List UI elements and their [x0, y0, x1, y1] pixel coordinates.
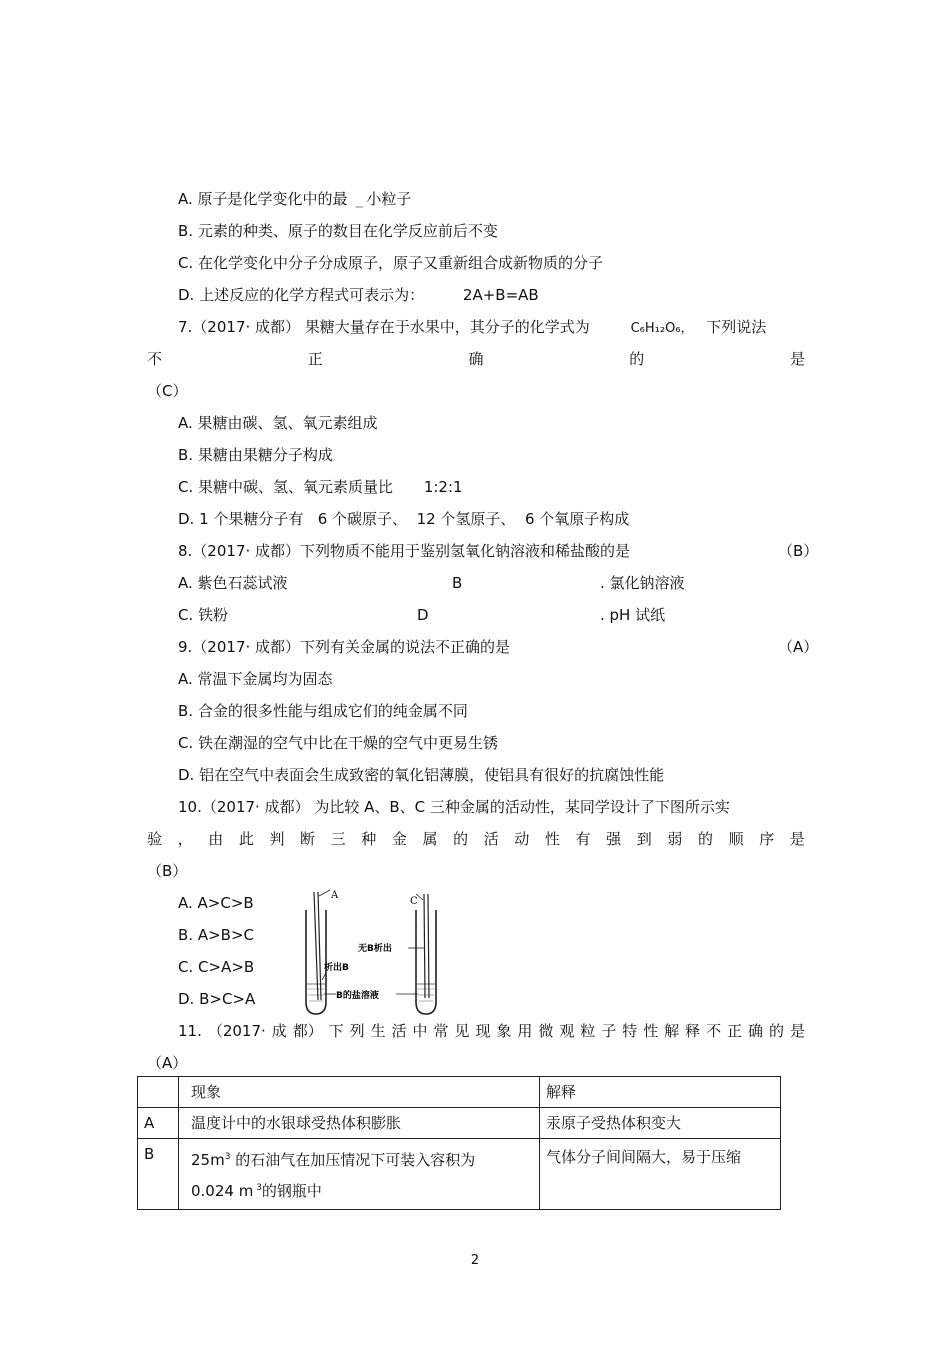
q9-option-b: B. 合金的很多性能与组成它们的纯金属不同 [178, 702, 468, 720]
table-cell: 温度计中的水银球受热体积膨胀 [179, 1108, 540, 1139]
label-c: C [410, 896, 418, 907]
q10-stem: 10.（2017· 成都） 为比较 A、B、C 三种金属的活动性，某同学设计了下图所示实 [178, 798, 730, 816]
q10-answer: （B） [147, 862, 188, 880]
table-cell: $25m^3$ 的石油气在加压情况下可装入容积为 0.024 m $^3$的钢瓶中 [179, 1139, 540, 1210]
label-b-solution: B的盐溶液 [336, 991, 379, 1001]
q7-option-d: D. 1 个果糖分子有 6 个碳原子、 12 个氢原子、 6 个氧原子构成 [178, 510, 630, 528]
q9-option-d: D. 铝在空气中表面会生成致密的氧化铝薄膜，使铝具有很好的抗腐蚀性能 [178, 766, 665, 784]
q7-stem-continued: 不 正 确 的 是 [147, 350, 805, 368]
q8-option-b-text: . 氯化钠溶液 [600, 574, 685, 592]
q9-stem: 9.（2017· 成都）下列有关金属的说法不正确的是 [178, 638, 511, 656]
q8-option-a: A. 紫色石蕊试液 [178, 574, 288, 592]
table-cell: 气体分子间间隔大，易于压缩 [540, 1139, 781, 1210]
table-cell: B [138, 1139, 179, 1210]
q10-option-d: D. B>C>A [178, 990, 256, 1008]
table-header-cell [138, 1077, 179, 1108]
q8-option-c: C. 铁粉 [178, 606, 229, 624]
q6-option-c: C. 在化学变化中分子分成原子，原子又重新组合成新物质的分子 [178, 254, 604, 272]
q6-option-a: A. 原子是化学变化中的最 _ 小粒子 [178, 190, 412, 208]
q8-stem: 8.（2017· 成都）下列物质不能用于鉴别氢氧化钠溶液和稀盐酸的是 [178, 542, 631, 560]
table-cell: 汞原子受热体积变大 [540, 1108, 781, 1139]
q6-option-d: D. 上述反应的化学方程式可表示为： 2A+B=AB [178, 286, 539, 304]
q7-option-a: A. 果糖由碳、氢、氧元素组成 [178, 414, 378, 432]
table-header-cell: 现象 [179, 1077, 540, 1108]
q11-table [137, 1076, 781, 1210]
q9-option-c: C. 铁在潮湿的空气中比在干燥的空气中更易生锈 [178, 734, 499, 752]
q8-answer: （B） [778, 542, 819, 560]
table-header-row [138, 1077, 781, 1108]
test-tube-figure [300, 888, 445, 1020]
q10-stem-continued: 验 ， 由 此 判 断 三 种 金 属 的 活 动 性 有 强 到 弱 的 顺 序 是 [147, 830, 805, 848]
q11-stem: 11. （2017· 成 都） 下 列 生 活 中 常 见 现 象 用 微 观 粒 子 特 性 解 释 不 正 确 的 是 [178, 1022, 805, 1040]
q9-option-a: A. 常温下金属均为固态 [178, 670, 333, 688]
label-a: A [331, 890, 339, 901]
metal-strip-c [416, 894, 429, 998]
label-no-b: 无B析出 [358, 944, 392, 954]
q7-option-c: C. 果糖中碳、氢、氧元素质量比 1:2:1 [178, 478, 463, 496]
right-test-tube [416, 910, 436, 1014]
table-row [138, 1139, 781, 1210]
q8-option-b-label: B [452, 574, 463, 592]
q7-stem: 7.（2017· 成都） 果糖大量存在于水果中，其分子的化学式为 C₆H₁₂O₆， 下列说法 [178, 318, 767, 336]
page-number: 2 [470, 1253, 480, 1268]
q11-answer: （A） [147, 1054, 188, 1072]
q9-answer: （A） [778, 638, 819, 656]
q6-option-b: B. 元素的种类、原子的数目在化学反应前后不变 [178, 222, 498, 240]
q10-option-c: C. C>A>B [178, 958, 255, 976]
table-cell: A [138, 1108, 179, 1139]
q7-option-b: B. 果糖由果糖分子构成 [178, 446, 333, 464]
metal-strip-a [314, 890, 330, 1000]
label-b-out: 析出B [324, 963, 349, 973]
q10-option-a: A. A>C>B [178, 894, 254, 912]
table-row [138, 1108, 781, 1139]
q7-answer: （C） [147, 382, 188, 400]
q8-option-d-text: . pH 试纸 [600, 606, 666, 624]
table-header-cell: 解释 [540, 1077, 781, 1108]
q8-option-d-label: D [417, 606, 429, 624]
q10-option-b: B. A>B>C [178, 926, 254, 944]
